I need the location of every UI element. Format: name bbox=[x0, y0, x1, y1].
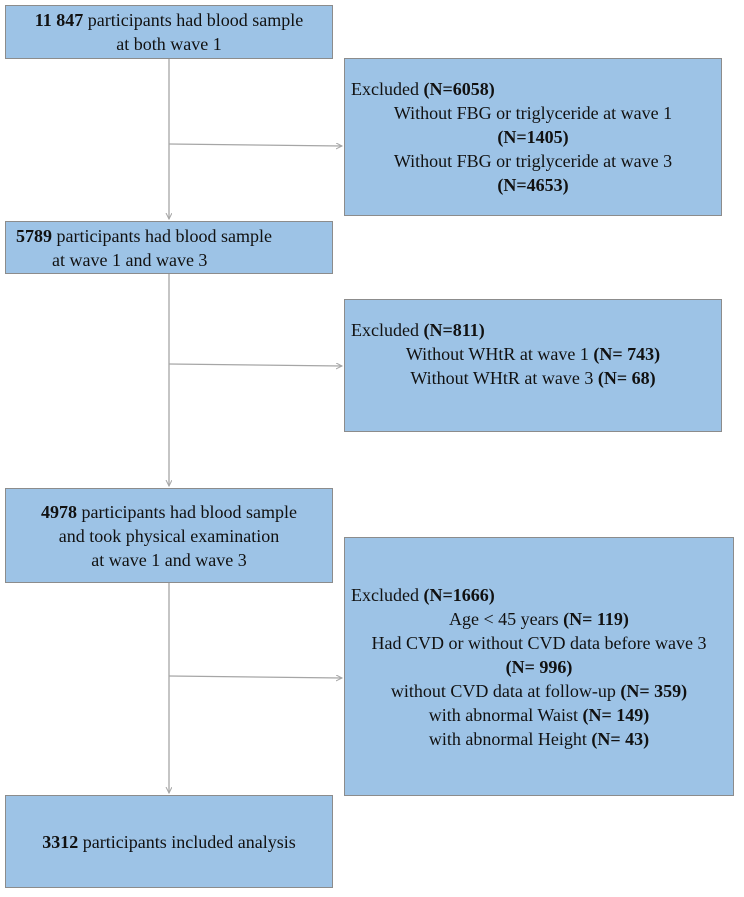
exclusion1-total: (N=6058) bbox=[423, 79, 495, 99]
exclusion3-item1-text: Age < 45 years bbox=[449, 608, 564, 629]
exclusion3-item3 bbox=[345, 679, 733, 703]
exclusion3-item2: Had CVD or without CVD data before wave 3 bbox=[371, 632, 707, 653]
exclusion3-item4 bbox=[345, 703, 733, 727]
step3-box bbox=[5, 488, 333, 583]
exclusion1-label: Excluded bbox=[351, 79, 424, 99]
exclusion1-item2-n: (N=4653) bbox=[497, 175, 569, 195]
step1-text1: participants had blood sample bbox=[83, 10, 304, 30]
exclusion2-header bbox=[345, 318, 721, 342]
connector-to-excl3 bbox=[169, 676, 342, 678]
exclusion3-item4-text: with abnormal Waist bbox=[428, 704, 583, 725]
step2-text1: participants had blood sample bbox=[52, 225, 272, 246]
exclusion2-item1-n: (N= 743) bbox=[593, 344, 661, 364]
exclusion2-item1-text: Without WHtR at wave 1 bbox=[405, 344, 594, 364]
exclusion2-item1 bbox=[345, 342, 721, 366]
step2-box bbox=[5, 221, 333, 274]
step1-box bbox=[5, 5, 333, 59]
exclusion2-total: (N=811) bbox=[423, 320, 485, 340]
exclusion3-label: Excluded bbox=[351, 584, 424, 605]
step3-text1: participants had blood sample bbox=[77, 501, 297, 522]
exclusion3-item2-n: (N= 996) bbox=[505, 656, 573, 677]
step4-count: 3312 bbox=[42, 831, 79, 852]
exclusion2-box bbox=[344, 299, 722, 432]
exclusion3-item2-count bbox=[345, 655, 733, 679]
exclusion1-box bbox=[344, 58, 722, 216]
step1-line2: at both wave 1 bbox=[116, 34, 222, 54]
exclusion1-item1: Without FBG or triglyceride at wave 1 bbox=[393, 103, 673, 123]
exclusion3-header bbox=[345, 583, 733, 607]
exclusion2-label: Excluded bbox=[351, 320, 424, 340]
step3-line2: and took physical examination bbox=[58, 525, 280, 546]
step2-line1 bbox=[16, 224, 332, 248]
exclusion3-item5-n: (N= 43) bbox=[591, 728, 650, 749]
step1-count: 11 847 bbox=[34, 10, 84, 30]
exclusion1-item2: Without FBG or triglyceride at wave 3 bbox=[393, 151, 673, 171]
exclusion1-item2-count bbox=[345, 173, 721, 197]
step1-line1 bbox=[6, 8, 332, 32]
exclusion3-total: (N=1666) bbox=[423, 584, 495, 605]
exclusion3-item3-n: (N= 359) bbox=[620, 680, 688, 701]
exclusion2-item2-n: (N= 68) bbox=[597, 368, 656, 388]
step3-line1 bbox=[6, 500, 332, 524]
connector-to-excl2 bbox=[169, 364, 342, 366]
exclusion3-item1-n: (N= 119) bbox=[563, 608, 629, 629]
step4-text1: participants included analysis bbox=[78, 831, 296, 852]
exclusion3-item3-text: without CVD data at follow-up bbox=[390, 680, 621, 701]
step3-line3: at wave 1 and wave 3 bbox=[91, 549, 247, 570]
exclusion2-item2-text: Without WHtR at wave 3 bbox=[410, 368, 598, 388]
step3-count: 4978 bbox=[41, 501, 78, 522]
exclusion1-item1-n: (N=1405) bbox=[497, 127, 569, 147]
exclusion2-item2 bbox=[345, 366, 721, 390]
step2-count: 5789 bbox=[16, 225, 52, 246]
exclusion3-item5 bbox=[345, 727, 733, 751]
step4-box bbox=[5, 795, 333, 888]
exclusion3-box bbox=[344, 537, 734, 796]
exclusion1-header bbox=[345, 77, 721, 101]
exclusion3-item4-n: (N= 149) bbox=[582, 704, 650, 725]
exclusion3-item5-text: with abnormal Height bbox=[428, 728, 592, 749]
connector-to-excl1 bbox=[169, 144, 342, 146]
step4-line1 bbox=[6, 830, 332, 854]
step2-line2: at wave 1 and wave 3 bbox=[52, 249, 208, 270]
exclusion1-item1-count bbox=[345, 125, 721, 149]
exclusion3-item1 bbox=[345, 607, 733, 631]
